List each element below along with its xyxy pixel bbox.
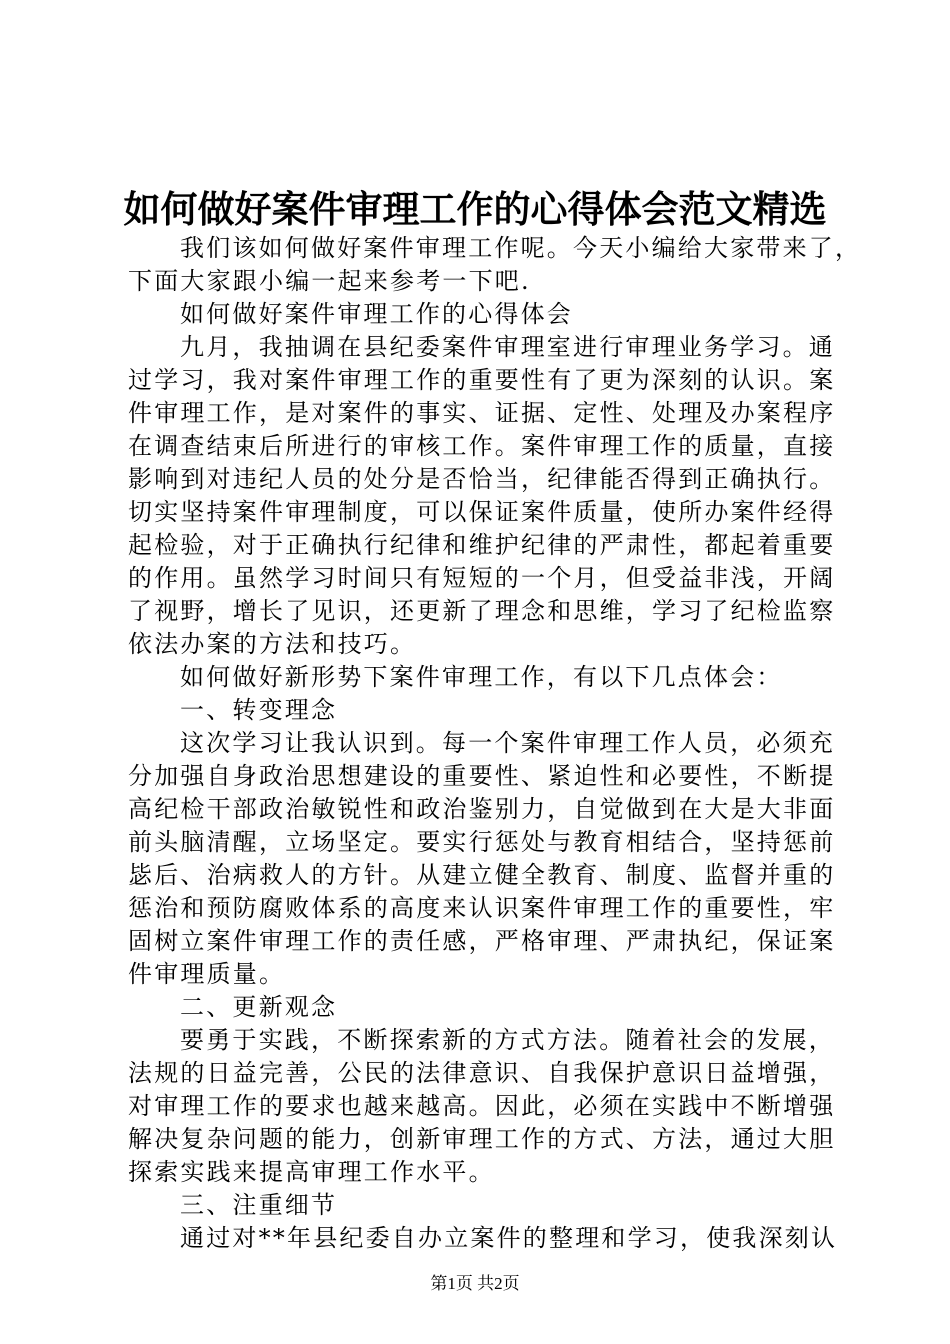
- paragraph-line: 件审理质量。: [128, 960, 286, 988]
- section-heading: 如何做好案件审理工作的心得体会: [180, 300, 573, 328]
- page-footer: 第1页 共2页: [430, 1274, 520, 1293]
- section-heading: 二、更新观念: [180, 993, 338, 1021]
- paragraph-line: 过学习，我对案件审理工作的重要性有了更为深刻的认识。案: [128, 366, 836, 394]
- paragraph-line: 影响到对违纪人员的处分是否恰当，纪律能否得到正确执行。: [128, 465, 836, 493]
- paragraph-line: 通过对**年县纪委自办立案件的整理和学习，使我深刻认: [180, 1224, 838, 1252]
- document-title: 如何做好案件审理工作的心得体会范文精选: [123, 187, 827, 231]
- paragraph-line: 起检验，对于正确执行纪律和维护纪律的严肃性，都起着重要: [128, 531, 836, 559]
- paragraph-line: 探索实践来提高审理工作水平。: [128, 1158, 495, 1186]
- paragraph-line: 固树立案件审理工作的责任感，严格审理、严肃执纪，保证案: [128, 927, 836, 955]
- paragraph-line: 如何做好新形势下案件审理工作，有以下几点体会：: [180, 663, 783, 691]
- paragraph-line: 解决复杂问题的能力，创新审理工作的方式、方法，通过大胆: [128, 1125, 836, 1153]
- paragraph-line: 了视野，增长了见识，还更新了理念和思维，学习了纪检监察: [128, 597, 836, 625]
- paragraph-line: 下面大家跟小编一起来参考一下吧.: [128, 267, 531, 295]
- paragraph-line: 件审理工作，是对案件的事实、证据、定性、处理及办案程序: [128, 399, 836, 427]
- paragraph-line: 要勇于实践，不断探索新的方式方法。随着社会的发展，: [180, 1026, 835, 1054]
- paragraph-line: 前头脑清醒，立场坚定。要实行惩处与教育相结合，坚持惩前: [128, 828, 836, 856]
- paragraph-line: 九月，我抽调在县纪委案件审理室进行审理业务学习。通: [180, 333, 835, 361]
- section-heading: 一、转变理念: [180, 696, 338, 724]
- paragraph-line: 我们该如何做好案件审理工作呢。今天小编给大家带来了，: [180, 234, 862, 262]
- paragraph-line: 法规的日益完善，公民的法律意识、自我保护意识日益增强，: [128, 1059, 836, 1087]
- paragraph-line: 的作用。虽然学习时间只有短短的一个月，但受益非浅，开阔: [128, 564, 836, 592]
- paragraph-line: 切实坚持案件审理制度，可以保证案件质量，使所办案件经得: [128, 498, 836, 526]
- paragraph-line: 对审理工作的要求也越来越高。因此，必须在实践中不断增强: [128, 1092, 836, 1120]
- document-body: [128, 232, 862, 1255]
- paragraph-line: 分加强自身政治思想建设的重要性、紧迫性和必要性，不断提: [128, 762, 836, 790]
- paragraph-line: 在调查结束后所进行的审核工作。案件审理工作的质量，直接: [128, 432, 836, 460]
- paragraph-line: 高纪检干部政治敏锐性和政治鉴别力，自觉做到在大是大非面: [128, 795, 836, 823]
- paragraph-line: 这次学习让我认识到。每一个案件审理工作人员，必须充: [180, 729, 835, 757]
- paragraph-line: 毖后、治病救人的方针。从建立健全教育、制度、监督并重的: [128, 861, 836, 889]
- paragraph-line: 依法办案的方法和技巧。: [128, 630, 417, 658]
- paragraph-line: 惩治和预防腐败体系的高度来认识案件审理工作的重要性，牢: [128, 894, 836, 922]
- section-heading: 三、注重细节: [180, 1191, 338, 1219]
